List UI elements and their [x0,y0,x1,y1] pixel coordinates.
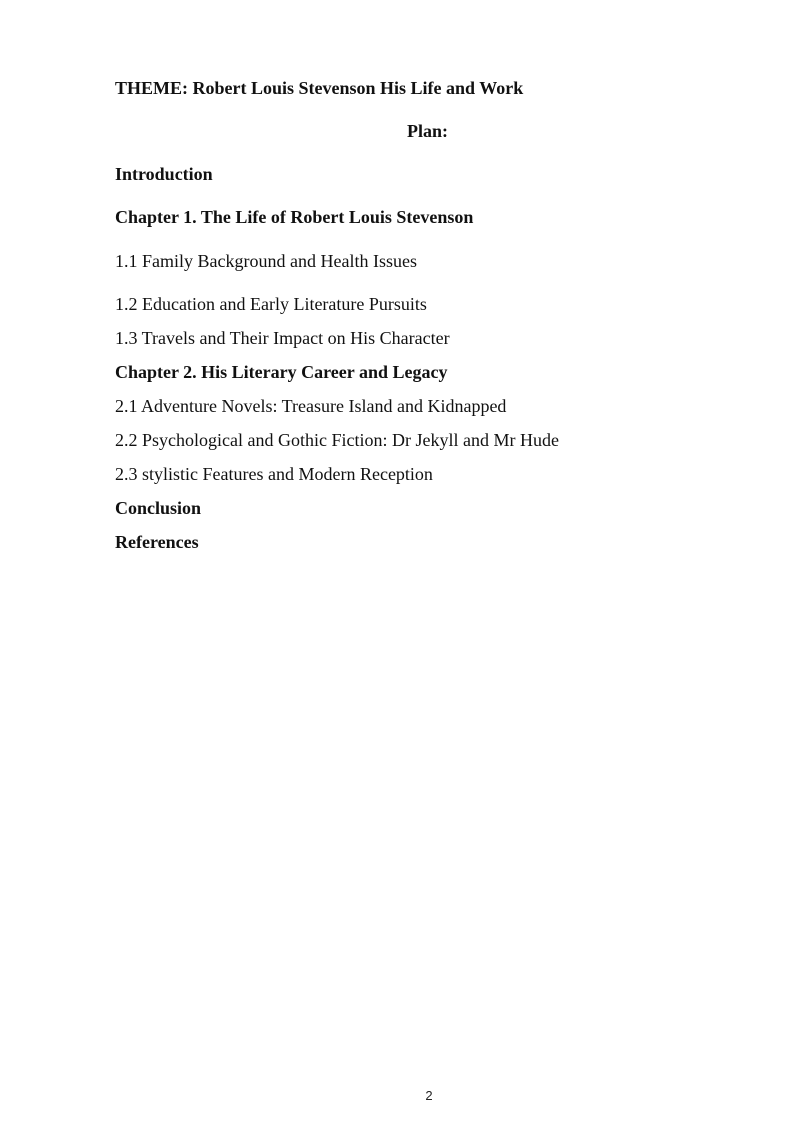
outline-item-2-2: 2.2 Psychological and Gothic Fiction: Dr Jekyll and Mr Hude [115,430,559,450]
outline-chapter-1: Chapter 1. The Life of Robert Louis Stevenson [115,207,474,227]
outline-references: References [115,532,199,552]
outline-item-1-1: 1.1 Family Background and Health Issues [115,251,417,271]
page-number: 2 [425,1088,433,1103]
outline-conclusion: Conclusion [115,498,202,518]
plan-heading: Plan: [407,121,449,141]
outline-introduction: Introduction [115,164,213,184]
outline-item-1-2: 1.2 Education and Early Literature Pursuits [115,294,427,314]
outline-item-2-1: 2.1 Adventure Novels: Treasure Island and Kidnapped [115,396,507,416]
outline-chapter-2: Chapter 2. His Literary Career and Legacy [115,362,448,382]
outline-item-1-3: 1.3 Travels and Their Impact on His Character [115,328,450,348]
theme-title: THEME: Robert Louis Stevenson His Life and Work [115,78,524,98]
outline-item-2-3: 2.3 stylistic Features and Modern Reception [115,464,433,484]
